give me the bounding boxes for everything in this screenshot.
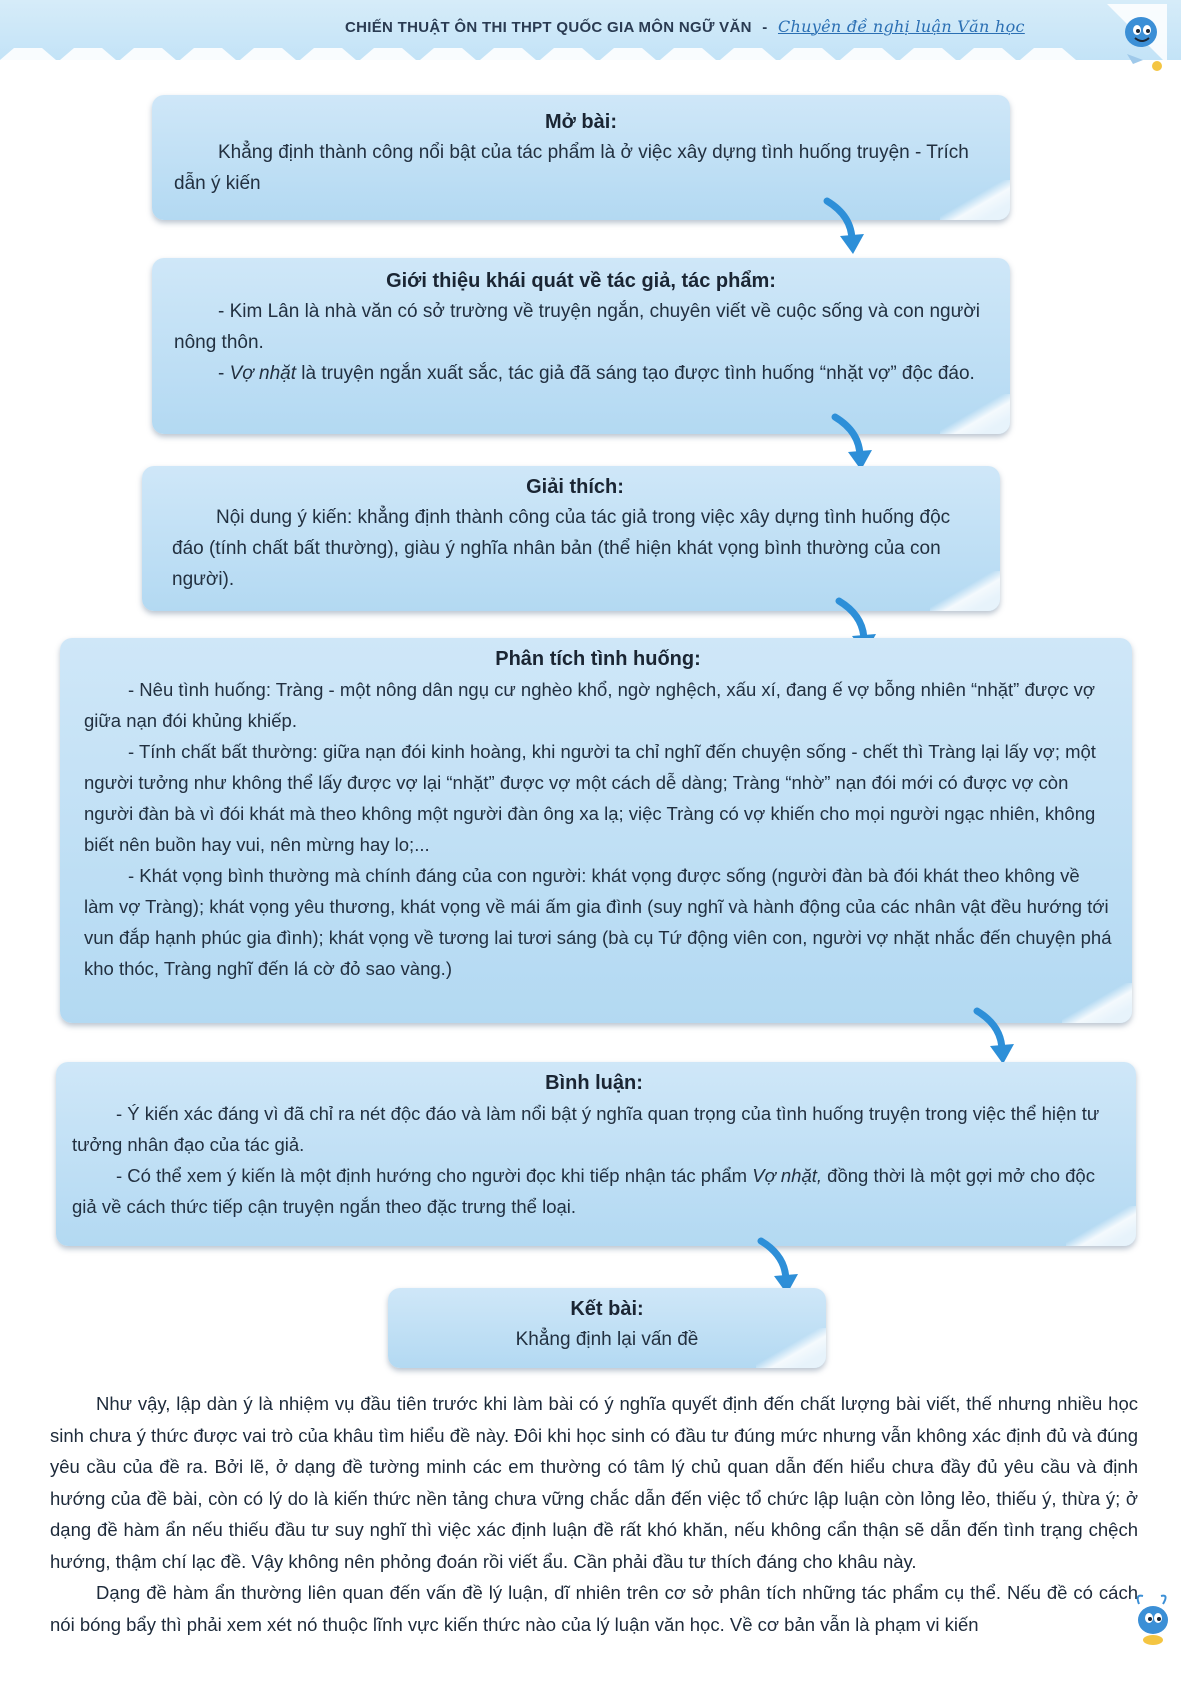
hexagon-pattern <box>0 40 1181 60</box>
box-heading: Giới thiệu khái quát về tác giả, tác phẩm: <box>386 270 776 292</box>
page-curl <box>930 571 1000 611</box>
page-curl <box>1062 983 1132 1023</box>
box-text: - Khát vọng bình thường mà chính đáng của con người: khát vọng được sống (người đàn bà đói khát theo không về làm vợ Tràng); khát vọng yêu thương, khát vọng về mái ấm gia đình (suy nghĩ và hành động của các nhân vật đều hướng tới vun đắp hạnh phúc gia đình); khát vọng về tương lai tươi sáng (bà cụ Tứ động viên con, người vợ nhặt nhắc đến chuyện phá kho thóc, Tràng nghĩ đến lá cờ đỏ sao vàng.) <box>84 865 1112 979</box>
work-title: Vợ nhặt <box>229 363 297 384</box>
down-arrow-icon <box>822 196 872 258</box>
page-curl <box>940 180 1010 220</box>
outline-box-giai-thich <box>142 466 1000 611</box>
body-text <box>50 1388 1138 1640</box>
header-title <box>345 17 1025 36</box>
outline-box-mo-bai <box>152 95 1010 220</box>
box-heading: Giải thích: <box>526 476 624 498</box>
box-text: - Nêu tình huống: Tràng - một nông dân ngụ cư nghèo khổ, ngờ nghệch, xấu xí, đang ế vợ bỗng nhiên “nhặt” được vợ giữa nạn đói khủng khiếp. <box>84 679 1096 731</box>
down-arrow-icon <box>972 1006 1022 1068</box>
box-text: - Kim Lân là nhà văn có sở trường về truyện ngắn, chuyên viết về cuộc sống và con người nông thôn. <box>174 301 981 353</box>
page-curl <box>1066 1206 1136 1246</box>
box-text: - Ý kiến xác đáng vì đã chỉ ra nét độc đáo và làm nổi bật ý nghĩa quan trọng của tình huống truyện trong việc thể hiện tư tưởng nhân đạo của tác giả. <box>72 1103 1100 1155</box>
page-curl <box>756 1328 826 1368</box>
box-text <box>174 358 988 389</box>
body-paragraph: Dạng đề hàm ẩn thường liên quan đến vấn đề lý luận, dĩ nhiên trên cơ sở phân tích những tác phẩm cụ thể. Nếu đề có cách nói bóng bẩy thì phải xem xét nó thuộc lĩnh vực kiến thức nào của lý luận văn học. Về cơ bản vẫn là phạm vi kiến <box>50 1582 1138 1635</box>
outline-box-binh-luan <box>56 1062 1136 1246</box>
header-subtitle: Chuyên đề nghị luận Văn học <box>777 17 1025 36</box>
text-run: là truyện ngắn xuất sắc, tác giả đã sáng tạo được tình huống “nhặt vợ” độc đáo. <box>296 363 975 384</box>
outline-box-gioi-thieu <box>152 258 1010 434</box>
text-run: - <box>218 363 230 384</box>
box-text <box>72 1160 1116 1222</box>
box-text: Khẳng định lại vấn đề <box>515 1329 699 1350</box>
box-heading: Bình luận: <box>545 1072 643 1094</box>
box-heading: Mở bài: <box>545 111 617 133</box>
bee-mascot-icon <box>1127 1590 1175 1648</box>
box-text: - Tính chất bất thường: giữa nạn đói kinh hoàng, khi người ta chỉ nghĩ đến chuyện sống - chết thì Tràng lại lấy vợ; một người tưởng như không thể lấy được vợ lại “nhặt” được vợ một cách dễ dàng; Tràng “nhờ” nạn đói mới có được vợ còn người đàn bà vì đói khát mà theo không một người đàn ông xa lạ; việc Tràng có vợ khiến cho mọi người ngạc nhiên, không biết nên buồn hay vui, nên mừng hay lo;... <box>84 741 1096 855</box>
work-title: Vợ nhặt, <box>752 1165 823 1186</box>
box-heading: Phân tích tình huống: <box>495 648 701 670</box>
page-curl <box>940 394 1010 434</box>
header-separator: - <box>762 19 768 36</box>
header-title-text: CHIẾN THUẬT ÔN THI THPT QUỐC GIA MÔN NGỮ VĂN <box>345 19 752 36</box>
down-arrow-icon <box>830 412 880 474</box>
outline-box-phan-tich <box>60 638 1132 1023</box>
text-run: đồng thời là một gợi mở cho độc giả về cách thức tiếp cận truyện ngắn theo đặc trưng thể loại. <box>72 1165 1095 1217</box>
box-text: Khẳng định thành công nổi bật của tác phẩm là ở việc xây dựng tình huống truyện - Trích dẫn ý kiến <box>174 142 969 194</box>
box-heading: Kết bài: <box>570 1298 644 1320</box>
bee-mascot-icon <box>1097 4 1167 74</box>
outline-box-ket-bai <box>388 1288 826 1368</box>
text-run: - Có thể xem ý kiến là một định hướng cho người đọc khi tiếp nhận tác phẩm <box>116 1165 753 1186</box>
body-paragraph: Như vậy, lập dàn ý là nhiệm vụ đầu tiên trước khi làm bài có ý nghĩa quyết định đến chất lượng bài viết, thế nhưng nhiều học sinh chưa ý thức được vai trò của khâu tìm hiểu đề này. Đôi khi học sinh có đầu tư đúng mức nhưng vẫn không xác định đủ và đúng yêu cầu của đề ra. Bởi lẽ, ở dạng đề tường minh các em thường có tâm lý chủ quan dẫn đến hiểu chưa đầy đủ yêu cầu và định hướng của đề bài, còn có lý do là kiến thức nền tảng chưa vững chắc dẫn đến việc tổ chức lập luận còn lỏng lẻo, thiếu ý, thừa ý; ở dạng đề hàm ẩn nếu thiếu đầu tư suy nghĩ thì việc xác định luận đề rất khó khăn, nếu không cẩn thận sẽ dẫn đến tình trạng chệch hướng, thậm chí lạc đề. Vậy không nên phỏng đoán rồi viết ẩu. Cần phải đầu tư thích đáng cho khâu này. <box>50 1393 1138 1572</box>
page-header <box>0 0 1181 60</box>
box-text: Nội dung ý kiến: khẳng định thành công của tác giả trong việc xây dựng tình huống độc đáo (tính chất bất thường), giàu ý nghĩa nhân bản (thể hiện khát vọng bình thường của con người). <box>172 507 951 590</box>
